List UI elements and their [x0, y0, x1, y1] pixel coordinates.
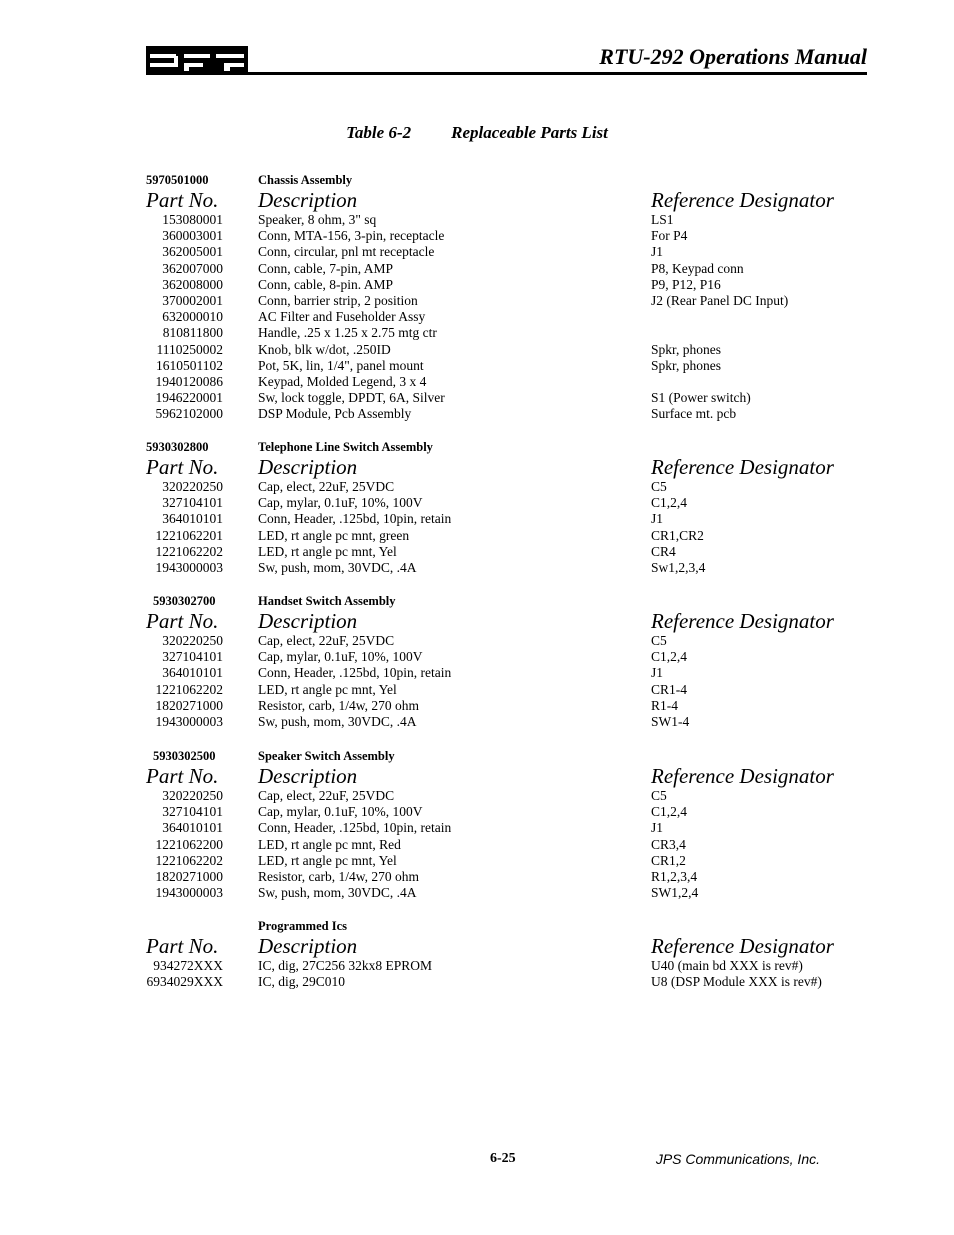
page-number: 6-25	[490, 1151, 516, 1166]
reference-designator: CR4	[651, 543, 676, 559]
table-row	[146, 633, 866, 649]
assembly-name: Telephone Line Switch Assembly	[258, 440, 433, 454]
table-row	[146, 698, 866, 714]
col-reference: Reference Designator	[651, 188, 834, 212]
reference-designator: CR1,CR2	[651, 527, 704, 543]
reference-designator: P8, Keypad conn	[651, 260, 744, 276]
col-part-no: Part No.	[146, 609, 219, 633]
part-description: Resistor, carb, 1/4w, 270 ohm	[258, 868, 419, 884]
reference-designator: C1,2,4	[651, 495, 688, 511]
table-row	[146, 528, 866, 544]
part-description: Keypad, Molded Legend, 3 x 4	[258, 373, 427, 389]
manual-title: RTU-292 Operations Manual	[599, 44, 867, 69]
table-row	[146, 390, 866, 406]
part-description: Pot, 5K, lin, 1/4", panel mount	[258, 357, 424, 373]
reference-designator: J1	[651, 820, 664, 836]
part-number: 1221062200	[155, 836, 223, 852]
part-number: 5962102000	[155, 406, 223, 422]
assembly-number: 5930302700	[153, 594, 216, 608]
column-headers	[146, 764, 866, 788]
assembly-number: 5970501000	[146, 173, 209, 187]
reference-designator: C1,2,4	[651, 649, 688, 665]
reference-designator: CR3,4	[651, 836, 686, 852]
column-headers	[146, 455, 866, 479]
section-header	[146, 172, 866, 188]
part-number: 1820271000	[155, 868, 223, 884]
part-description: Conn, circular, pnl mt receptacle	[258, 244, 435, 260]
reference-designator: SW1-4	[651, 713, 690, 729]
table-row	[146, 374, 866, 390]
table-row	[146, 885, 866, 901]
col-part-no: Part No.	[146, 934, 219, 958]
table-title	[0, 123, 954, 143]
part-description: DSP Module, Pcb Assembly	[258, 406, 412, 422]
part-number: 327104101	[162, 649, 223, 665]
reference-designator: J1	[651, 665, 664, 681]
table-row	[146, 869, 866, 885]
table-row	[146, 974, 866, 990]
part-description: IC, dig, 27C256 32kx8 EPROM	[258, 958, 433, 973]
part-description: Conn, MTA-156, 3-pin, receptacle	[258, 228, 445, 244]
reference-designator: C5	[651, 633, 667, 648]
table-row	[146, 228, 866, 244]
table-row	[146, 560, 866, 576]
col-description: Description	[258, 609, 358, 633]
table-row	[146, 293, 866, 309]
table-row	[146, 714, 866, 730]
header-rule	[146, 72, 867, 75]
table-row	[146, 665, 866, 681]
reference-designator: CR1-4	[651, 681, 688, 697]
part-number: 362008000	[162, 276, 223, 292]
table-row	[146, 358, 866, 374]
section-header	[146, 593, 866, 609]
reference-designator: C5	[651, 788, 667, 803]
reference-designator: R1,2,3,4	[651, 868, 698, 884]
assembly-name: Chassis Assembly	[258, 173, 353, 187]
part-number: 362007000	[162, 260, 223, 276]
part-description: AC Filter and Fuseholder Assy	[258, 309, 426, 325]
part-description: Conn, barrier strip, 2 position	[258, 292, 418, 308]
reference-designator: R1-4	[651, 697, 678, 713]
reference-designator: J1	[651, 511, 664, 527]
part-number: 632000010	[162, 309, 223, 325]
part-description: Conn, Header, .125bd, 10pin, retain	[258, 511, 452, 527]
reference-designator: U40 (main bd XXX is rev#)	[651, 958, 803, 973]
part-number: 810811800	[162, 325, 223, 341]
reference-designator: C1,2,4	[651, 804, 688, 820]
part-description: Conn, Header, .125bd, 10pin, retain	[258, 665, 452, 681]
table-row	[146, 325, 866, 341]
col-part-no: Part No.	[146, 455, 219, 479]
part-number: 320220250	[162, 479, 223, 494]
col-description: Description	[258, 188, 358, 212]
table-row	[146, 820, 866, 836]
table-row	[146, 479, 866, 495]
part-number: 1610501102	[156, 357, 223, 373]
reference-designator: U8 (DSP Module XXX is rev#)	[651, 974, 822, 990]
col-reference: Reference Designator	[651, 764, 834, 788]
part-number: 320220250	[162, 788, 223, 803]
part-description: Sw, push, mom, 30VDC, .4A	[258, 885, 417, 901]
table-row	[146, 495, 866, 511]
part-number: 934272XXX	[153, 958, 223, 973]
assembly-name: Programmed Ics	[258, 919, 347, 933]
section-header	[146, 748, 866, 764]
part-description: Conn, cable, 8-pin. AMP	[258, 276, 393, 292]
part-number: 370002001	[162, 292, 223, 308]
section-header	[146, 918, 866, 934]
part-number: 1943000003	[155, 885, 223, 901]
section-header	[146, 439, 866, 455]
part-description: IC, dig, 29C010	[258, 974, 346, 990]
part-description: Cap, mylar, 0.1uF, 10%, 100V	[258, 649, 423, 665]
part-number: 1221062201	[155, 527, 223, 543]
table-row	[146, 804, 866, 820]
table-row	[146, 406, 866, 422]
page-header	[146, 42, 867, 76]
reference-designator: Spkr, phones	[651, 341, 721, 357]
assembly-number: 5930302800	[146, 440, 209, 454]
parts-section-chassis	[146, 172, 866, 422]
table-row	[146, 277, 866, 293]
jps-logo	[146, 46, 248, 74]
part-number: 364010101	[162, 820, 223, 836]
part-description: Sw, lock toggle, DPDT, 6A, Silver	[258, 390, 445, 406]
column-headers	[146, 188, 866, 212]
reference-designator: P9, P12, P16	[651, 276, 721, 292]
assembly-number: 5930302500	[153, 749, 216, 763]
part-number: 1221062202	[155, 852, 223, 868]
assembly-name: Speaker Switch Assembly	[258, 749, 395, 763]
col-reference: Reference Designator	[651, 455, 834, 479]
parts-section-programmed-ics	[146, 918, 866, 990]
col-part-no: Part No.	[146, 764, 219, 788]
part-description: Sw, push, mom, 30VDC, .4A	[258, 713, 417, 729]
table-row	[146, 309, 866, 325]
col-description: Description	[258, 764, 358, 788]
reference-designator: C5	[651, 479, 667, 494]
table-row	[146, 682, 866, 698]
col-part-no: Part No.	[146, 188, 219, 212]
part-number: 1110250002	[156, 341, 223, 357]
part-number: 1943000003	[155, 713, 223, 729]
part-number: 320220250	[162, 633, 223, 648]
part-description: Conn, cable, 7-pin, AMP	[258, 260, 393, 276]
part-description: Cap, elect, 22uF, 25VDC	[258, 633, 395, 648]
part-number: 1221062202	[155, 681, 223, 697]
table-row	[146, 544, 866, 560]
part-description: Sw, push, mom, 30VDC, .4A	[258, 559, 417, 575]
part-description: Cap, elect, 22uF, 25VDC	[258, 479, 395, 494]
parts-section-speaker-switch	[146, 748, 866, 901]
part-number: 362005001	[162, 244, 223, 260]
reference-designator: LS1	[651, 212, 674, 227]
part-description: Handle, .25 x 1.25 x 2.75 mtg ctr	[258, 325, 437, 341]
assembly-name: Handset Switch Assembly	[258, 594, 396, 608]
table-row	[146, 649, 866, 665]
part-description: LED, rt angle pc mnt, Yel	[258, 852, 397, 868]
parts-section-handset-switch	[146, 593, 866, 730]
part-number: 153080001	[162, 212, 223, 227]
part-description: Speaker, 8 ohm, 3" sq	[258, 212, 377, 227]
table-row	[146, 342, 866, 358]
part-number: 360003001	[162, 228, 223, 244]
reference-designator: J2 (Rear Panel DC Input)	[651, 292, 789, 308]
parts-section-telephone-line-switch	[146, 439, 866, 576]
part-number: 6934029XXX	[146, 974, 223, 990]
table-name: Replaceable Parts List	[451, 123, 608, 142]
part-number: 1820271000	[155, 697, 223, 713]
company-name: JPS Communications, Inc.	[655, 1151, 820, 1167]
reference-designator: J1	[651, 244, 664, 260]
part-number: 1946220001	[155, 390, 223, 406]
part-description: Cap, mylar, 0.1uF, 10%, 100V	[258, 495, 423, 511]
table-row	[146, 261, 866, 277]
col-reference: Reference Designator	[651, 934, 834, 958]
table-row	[146, 788, 866, 804]
reference-designator: SW1,2,4	[651, 885, 699, 901]
column-headers	[146, 609, 866, 633]
part-number: 327104101	[162, 495, 223, 511]
part-description: Cap, mylar, 0.1uF, 10%, 100V	[258, 804, 423, 820]
part-description: Cap, elect, 22uF, 25VDC	[258, 788, 395, 803]
col-reference: Reference Designator	[651, 609, 834, 633]
col-description: Description	[258, 455, 358, 479]
column-headers	[146, 934, 866, 958]
table-row	[146, 853, 866, 869]
table-row	[146, 837, 866, 853]
part-description: Resistor, carb, 1/4w, 270 ohm	[258, 697, 419, 713]
table-row	[146, 244, 866, 260]
reference-designator: Spkr, phones	[651, 357, 721, 373]
part-number: 1221062202	[155, 543, 223, 559]
part-description: LED, rt angle pc mnt, Red	[258, 836, 401, 852]
part-description: Conn, Header, .125bd, 10pin, retain	[258, 820, 452, 836]
col-description: Description	[258, 934, 358, 958]
part-number: 1940120086	[155, 373, 223, 389]
reference-designator: Surface mt. pcb	[651, 406, 737, 422]
part-description: LED, rt angle pc mnt, Yel	[258, 543, 397, 559]
table-row	[146, 511, 866, 527]
table-number: Table 6-2	[346, 123, 412, 142]
part-description: Knob, blk w/dot, .250ID	[258, 341, 391, 357]
reference-designator: Sw1,2,3,4	[651, 559, 706, 575]
part-number: 364010101	[162, 665, 223, 681]
part-number: 1943000003	[155, 559, 223, 575]
reference-designator: CR1,2	[651, 852, 686, 868]
part-description: LED, rt angle pc mnt, green	[258, 527, 410, 543]
part-number: 327104101	[162, 804, 223, 820]
table-row	[146, 958, 866, 974]
table-row	[146, 212, 866, 228]
part-description: LED, rt angle pc mnt, Yel	[258, 681, 397, 697]
reference-designator: S1 (Power switch)	[651, 390, 751, 406]
part-number: 364010101	[162, 511, 223, 527]
reference-designator: For P4	[651, 228, 688, 244]
